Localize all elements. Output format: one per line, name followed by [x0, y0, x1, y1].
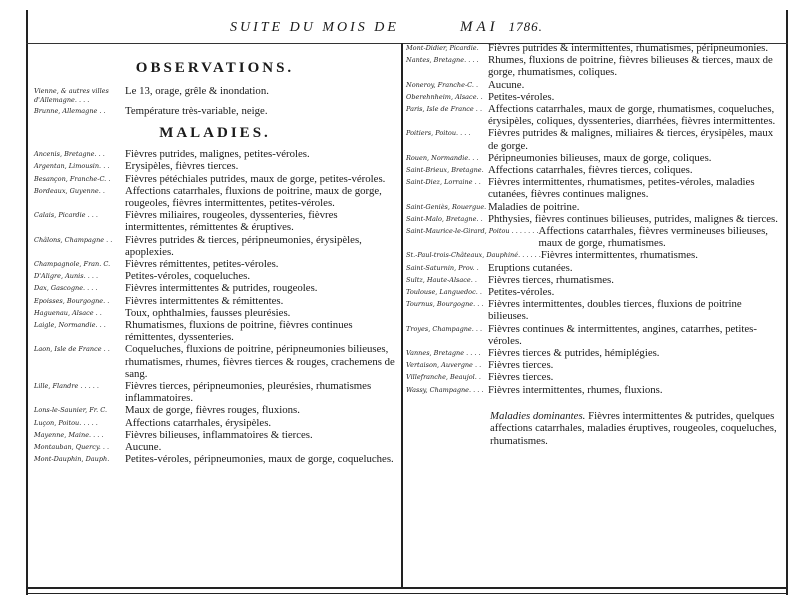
entry-row: [406, 347, 780, 359]
entry-row: [34, 185, 396, 209]
entry-text: Maux de gorge, fièvres rouges, fluxions.: [125, 404, 300, 417]
place-label: Mont-Dauphin, Dauph.: [34, 455, 110, 464]
place-label: Saint-Geniès, Rouergue.: [406, 202, 487, 211]
entry-text: Température très-variable, neige.: [125, 105, 268, 117]
entry-row: [34, 85, 396, 105]
entry-row: [34, 441, 396, 453]
place-label: D'Aligre, Aunis. . . .: [34, 272, 99, 281]
entry-row: [34, 417, 396, 429]
entry-row: [34, 209, 396, 233]
entry-text: Fièvres tierces, rhumatismes.: [488, 273, 614, 286]
place-label: Lille, Flandre . . . . .: [34, 382, 99, 391]
entry-text: Péripneumonies bilieuses, maux de gorge, coliques.: [488, 151, 712, 164]
header-year: 1786.: [508, 19, 543, 34]
entry-row: [406, 164, 780, 176]
entry-text: Maladies de poitrine.: [488, 200, 580, 213]
place-label: Sultz, Haute-Alsace. .: [406, 275, 477, 284]
entry-row: [34, 295, 396, 307]
entry-row: [406, 371, 780, 383]
entry-row: [406, 91, 780, 103]
place-label: Saint-Saturnin, Prov. .: [406, 263, 479, 272]
entry-row: [406, 286, 780, 298]
place-label: Mayenne, Maine. . . .: [34, 430, 104, 439]
entry-text: Fièvres tierces.: [488, 359, 554, 372]
entry-row: [34, 404, 396, 416]
footer-rule: [26, 587, 788, 594]
entry-text: Fièvres tierces.: [488, 371, 554, 384]
entry-text: Affections catarrhales, maux de gorge, rhumatismes, coqueluches, érysipèles, coliques, dyssenteries, diarrhées, fièvres intermittentes.: [488, 103, 776, 128]
entry-text: Affections catarrhales, fièvres vermineuses bilieuses, maux de gorge, rhumatismes.: [538, 225, 768, 250]
place-label: Mont-Didier, Picardie.: [406, 44, 479, 52]
entry-text: Affections catarrhales, fièvres tierces, coliques.: [488, 164, 693, 177]
entry-text: Fièvres miliaires, rougeoles, dyssenteries, fièvres intermittentes, rémittentes & éruptives.: [125, 209, 338, 234]
entry-row: [34, 282, 396, 294]
entry-row: [406, 225, 780, 249]
entry-row: [34, 148, 396, 160]
place-label: Tournus, Bourgogne. . .: [406, 300, 484, 309]
maladies-list-right: [406, 42, 780, 396]
place-label: Troyes, Champagne. . .: [406, 324, 483, 333]
entry-text: Fièvres intermittentes, rhumes, fluxions.: [488, 383, 663, 396]
place-label: Epoisses, Bourgogne. .: [34, 296, 110, 305]
place-label: Saint-Diez, Lorraine . .: [406, 178, 481, 187]
entry-text: Le 13, orage, grêle & inondation.: [125, 85, 269, 97]
place-label: Calais, Picardie . . .: [34, 211, 98, 220]
header-left: SUITE DU MOIS DE: [230, 20, 399, 35]
place-label: St.-Paul-trois-Châteaux, Dauphiné. . . . . .: [406, 251, 541, 260]
place-label: Châlons, Champagne . .: [34, 235, 113, 244]
place-label: Wassy, Champagne. . . .: [406, 385, 484, 394]
place-label: Noneroy, Franche-C. .: [406, 80, 479, 89]
entry-text: Erysipèles, fièvres tierces.: [125, 160, 239, 173]
place-label: Champagnole, Fran. C.: [34, 260, 111, 269]
entry-row: [406, 249, 780, 261]
place-label: Paris, Isle de France . .: [406, 105, 483, 114]
entry-row: [406, 42, 780, 54]
entry-row: [406, 274, 780, 286]
entry-row: [406, 103, 780, 127]
entry-row: [34, 429, 396, 441]
entry-text: Petites-véroles.: [488, 90, 555, 103]
place-label: Vannes, Bretagne . . . .: [406, 349, 481, 358]
entry-row: [406, 152, 780, 164]
place-label: Ancenis, Bretagne. . .: [34, 150, 105, 159]
left-column: [34, 50, 396, 465]
entry-row: [406, 54, 780, 78]
observations-list: [34, 85, 396, 117]
entry-text: Aucune.: [488, 78, 525, 91]
entry-text: Fièvres intermittentes & putrides, rougeoles.: [125, 282, 318, 295]
dominant-label: Maladies dominantes.: [490, 409, 586, 422]
place-label: Toulouse, Languedoc. .: [406, 288, 482, 297]
entry-row: [34, 105, 396, 117]
entry-text: Petites-véroles, péripneumonies, maux de gorge, coqueluches.: [125, 453, 394, 466]
entry-text: Fièvres intermittentes, rhumatismes.: [540, 249, 698, 262]
right-column: [406, 42, 780, 447]
entry-text: Coqueluches, fluxions de poitrine, péripneumonies bilieuses, rhumatismes, rhumes, fièvres tierces & rouges, crachemens de sang.: [125, 343, 395, 380]
place-label: Argentan, Limousin. . .: [34, 162, 110, 171]
place-label: Dax, Gascogne. . . .: [34, 284, 98, 293]
header-month: MAI: [460, 19, 499, 35]
entry-row: [406, 298, 780, 322]
entry-row: [406, 384, 780, 396]
entry-text: Petites-véroles, coqueluches.: [125, 270, 251, 283]
entry-text: Fièvres bilieuses, inflammatoires & tierces.: [125, 428, 313, 441]
place-label: Laigle, Normandie. . .: [34, 321, 106, 330]
place-label: Nantes, Bretagne. . . .: [406, 56, 479, 65]
place-label: Haguenau, Alsace . .: [34, 308, 102, 317]
dominant-text: Fièvres intermittentes & putrides, quelques affections catarrhales, maladies éruptives, rougeoles, coqueluches, rhumatismes.: [490, 409, 777, 447]
entry-text: Fièvres putrides & tierces, péripneumonies, érysipèles, apoplexies.: [125, 233, 362, 258]
entry-text: Fièvres intermittentes, doubles tierces, fluxions de poitrine bilieuses.: [488, 298, 742, 323]
entry-text: Fièvres putrides, malignes, petites-véroles.: [125, 148, 310, 161]
entry-text: Fièvres tierces & putrides, hémiplégies.: [488, 347, 660, 360]
entry-text: Toux, ophthalmies, fausses pleurésies.: [125, 306, 291, 319]
entry-row: [34, 380, 396, 404]
entry-row: [34, 160, 396, 172]
place-label: Brunne, Allemagne . .: [34, 107, 106, 115]
place-label: Rouen, Normandie. . .: [406, 153, 479, 162]
place-label: Bordeaux, Guyenne. .: [34, 186, 105, 195]
entry-text: Fièvres intermittentes & rémittentes.: [125, 294, 284, 307]
entry-row: [34, 234, 396, 258]
entry-text: Fièvres continues & intermittentes, angines, catarrhes, petites-véroles.: [488, 322, 757, 347]
entry-row: [34, 270, 396, 282]
entry-row: [406, 127, 780, 151]
entry-row: [406, 359, 780, 371]
entry-row: [34, 307, 396, 319]
entry-row: [34, 258, 396, 270]
entry-text: Fièvres intermittentes, rhumatismes, petites-véroles, maladies cutanées, fièvres continues malignes.: [488, 176, 755, 201]
place-label: Poitiers, Poitou. . . .: [406, 129, 471, 138]
entry-row: [406, 176, 780, 200]
entry-text: Fièvres tierces, péripneumonies, pleurésies, rhumatismes inflammatoires.: [125, 380, 372, 405]
entry-text: Rhumatismes, fluxions de poitrine, fièvres continues rémittentes, dyssenteries.: [125, 319, 353, 344]
place-label: Saint-Maurice-le-Girard, Poitou . . . . . . .: [406, 227, 539, 236]
entry-row: [34, 343, 396, 380]
place-label: Vertaison, Auvergne . .: [406, 361, 482, 370]
entry-row: [34, 173, 396, 185]
place-label: Besançon, Franche-C. .: [34, 174, 111, 183]
column-divider: [401, 43, 403, 587]
place-label: Montauban, Quercy. . .: [34, 443, 110, 452]
entry-text: Aucune.: [125, 441, 162, 454]
entry-row: [406, 201, 780, 213]
entry-row: [406, 79, 780, 91]
place-label: Laon, Isle de France . .: [34, 345, 110, 354]
entry-row: [34, 319, 396, 343]
observations-heading: OBSERVATIONS.: [135, 60, 295, 76]
entry-text: Fièvres pétéchiales putrides, maux de gorge, petites-véroles.: [125, 172, 386, 185]
entry-row: [406, 262, 780, 274]
entry-text: Eruptions cutanées.: [488, 261, 573, 274]
entry-text: Affections catarrhales, érysipèles.: [125, 416, 272, 429]
place-label: Lons-le-Saunier, Fr. C.: [34, 406, 108, 415]
dominant-diseases: [490, 410, 780, 448]
entry-row: [34, 453, 396, 465]
entry-text: Phthysies, fièvres continues bilieuses, putrides, malignes & tierces.: [488, 212, 778, 225]
place-label: Saint-Malo, Bretagne. .: [406, 214, 483, 223]
entry-text: Petites-véroles.: [488, 286, 555, 299]
entry-text: Fièvres rémittentes, petites-véroles.: [125, 258, 279, 271]
entry-text: Fièvres putrides & intermittentes, rhumatismes, péripneumonies.: [488, 42, 769, 54]
entry-row: [406, 323, 780, 347]
maladies-list-left: [34, 148, 396, 465]
maladies-heading: MALADIES.: [159, 125, 271, 142]
place-label: Villefranche, Beaujol. .: [406, 373, 481, 382]
header-right: [460, 19, 543, 36]
entry-text: Fièvres putrides & malignes, miliaires & tierces, érysipèles, maux de gorge.: [488, 127, 774, 152]
place-label: Luçon, Poitou. . . . .: [34, 418, 98, 427]
place-label: Vienne, & autres villes d'Allemagne. . . .: [34, 87, 109, 104]
entry-text: Affections catarrhales, fluxions de poitrine, maux de gorge, rougeoles, fièvres intermittentes, petites-véroles.: [125, 184, 382, 210]
place-label: Saint-Brieux, Bretagne.: [406, 166, 484, 175]
entry-row: [406, 213, 780, 225]
entry-text: Rhumes, fluxions de poitrine, fièvres bilieuses & tierces, maux de gorge, rhumatismes, coliques.: [488, 54, 773, 79]
place-label: Oberehnheim, Alsace. .: [406, 92, 483, 101]
